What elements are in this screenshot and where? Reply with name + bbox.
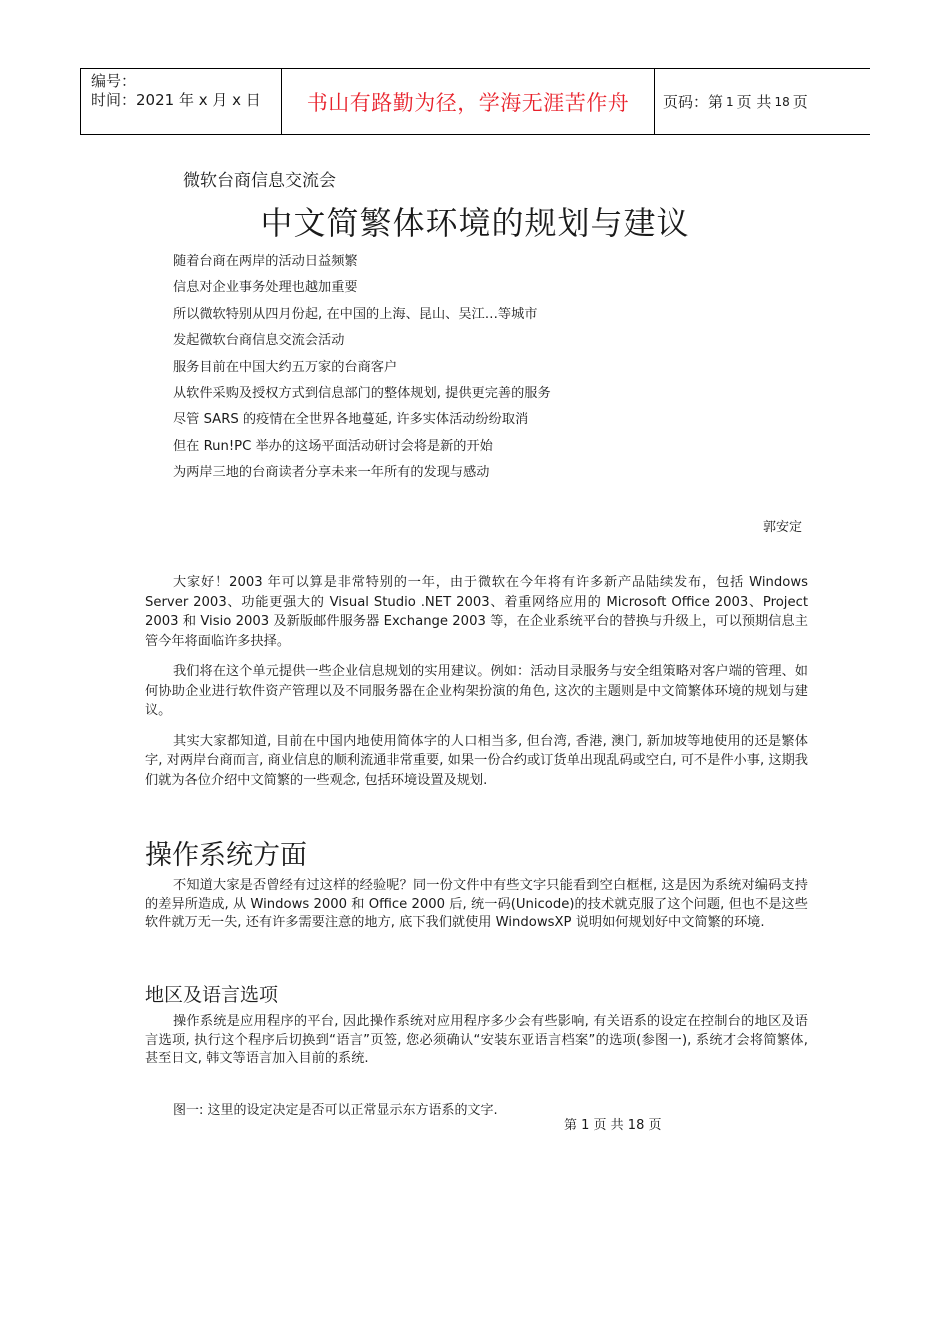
section-os-body — [145, 877, 808, 944]
number-label: 编号： — [91, 72, 137, 90]
subtitle: 微软台商信息交流会 — [183, 171, 336, 191]
page-footer: 第 1 页 共 18 页 — [564, 1118, 662, 1133]
page-total: 18 — [774, 94, 790, 109]
time-label: 时间：2021 年 x 月 x 日 — [91, 91, 261, 109]
figure-caption: 图一: 这里的设定决定是否可以正常显示东方语系的文字. — [173, 1103, 498, 1118]
intro-line: 所以微软特别从四月份起, 在中国的上海、昆山、吴江…等城市 — [173, 306, 538, 322]
header-page-cell — [655, 69, 870, 134]
page-suffix: 页 — [792, 93, 808, 111]
intro-line: 信息对企业事务处理也越加重要 — [173, 280, 358, 296]
paragraph: 其实大家都知道, 目前在中国内地使用简体字的人口相当多, 但台湾, 香港, 澳门, 新加坡等地使用的还是繁体字, 对两岸台商而言, 商业信息的顺利流通非常重要, 如果一份合约或订货单出现乱码或空白, 可不是件小事, 这期我们就为各位介绍中文简繁的一些观念, 包括环境设置及规划. — [145, 733, 808, 788]
subsection-heading-region-language: 地区及语言选项 — [145, 984, 279, 1006]
author-name: 郭安定 — [763, 520, 803, 535]
page-title: 中文简繁体环境的规划与建议 — [260, 204, 690, 242]
page-mid: 页 共 — [736, 93, 772, 111]
intro-line: 随着台商在两岸的活动日益频繁 — [173, 254, 358, 269]
page-current: 1 — [726, 94, 734, 109]
intro-line: 从软件采购及授权方式到信息部门的整体规划, 提供更完善的服务 — [173, 385, 551, 401]
paragraph: 大家好！2003 年可以算是非常特别的一年，由于微软在今年将有许多新产品陆续发布，包括 Windows Server 2003、功能更强大的 Visual Studio .NET 2003、着重网络应用的 Microsoft Office 2003、Project 2003 和 Visio 2003 及新版邮件服务器 Exchange 2003 等，在企业系统平台的替换与升级上，可以预期信息主管今年将面临许多抉择。 — [145, 575, 808, 649]
paragraph: 我们将在这个单元提供一些企业信息规划的实用建议。例如：活动目录服务与安全组策略对客户端的管理、如何协助企业进行软件资产管理以及不同服务器在企业构架扮演的角色, 这次的主题则是中文简繁体环境的规划与建议。 — [145, 664, 808, 718]
intro-line: 服务目前在中国大约五万家的台商客户 — [173, 359, 398, 375]
intro-line: 但在 Run!PC 举办的这场平面活动研讨会将是新的开始 — [173, 438, 493, 454]
paragraph: 操作系统是应用程序的平台, 因此操作系统对应用程序多少会有些影响, 有关语系的设定在控制台的地区及语言选项, 执行这个程序后切换到“语言”页签, 您必须确认“安装东亚语言档案”的选项(参图一), 系统才会将简繁体, 甚至日文, 韩文等语言加入目前的系统. — [145, 1014, 808, 1066]
header-table — [80, 68, 870, 135]
section-region-body — [145, 1013, 808, 1080]
intro-paragraphs — [145, 573, 808, 801]
intro-list — [173, 252, 551, 490]
intro-line: 尽管 SARS 的疫情在全世界各地蔓延, 许多实体活动纷纷取消 — [173, 412, 529, 428]
intro-line: 为两岸三地的台商读者分享未来一年所有的发现与感动 — [173, 465, 490, 481]
page-prefix: 页码：第 — [663, 93, 724, 111]
intro-line: 发起微软台商信息交流会活动 — [173, 333, 345, 349]
motto-text: 书山有路勤为径，学海无涯苦作舟 — [306, 90, 630, 115]
header-meta-cell — [81, 69, 282, 134]
section-heading-os: 操作系统方面 — [145, 840, 307, 871]
paragraph: 不知道大家是否曾经有过这样的经验呢？同一份文件中有些文字只能看到空白框框, 这是因为系统对编码支持的差异所造成, 从 Windows 2000 和 Office 2000 后, 统一码(Unicode)的技术就克服了这个问题, 但也不是这些软件就万无一失, 还有许多需要注意的地方, 底下我们就使用 WindowsXP 说明如何规划好中文简繁的环境. — [145, 878, 808, 930]
header-motto-cell — [282, 69, 655, 134]
